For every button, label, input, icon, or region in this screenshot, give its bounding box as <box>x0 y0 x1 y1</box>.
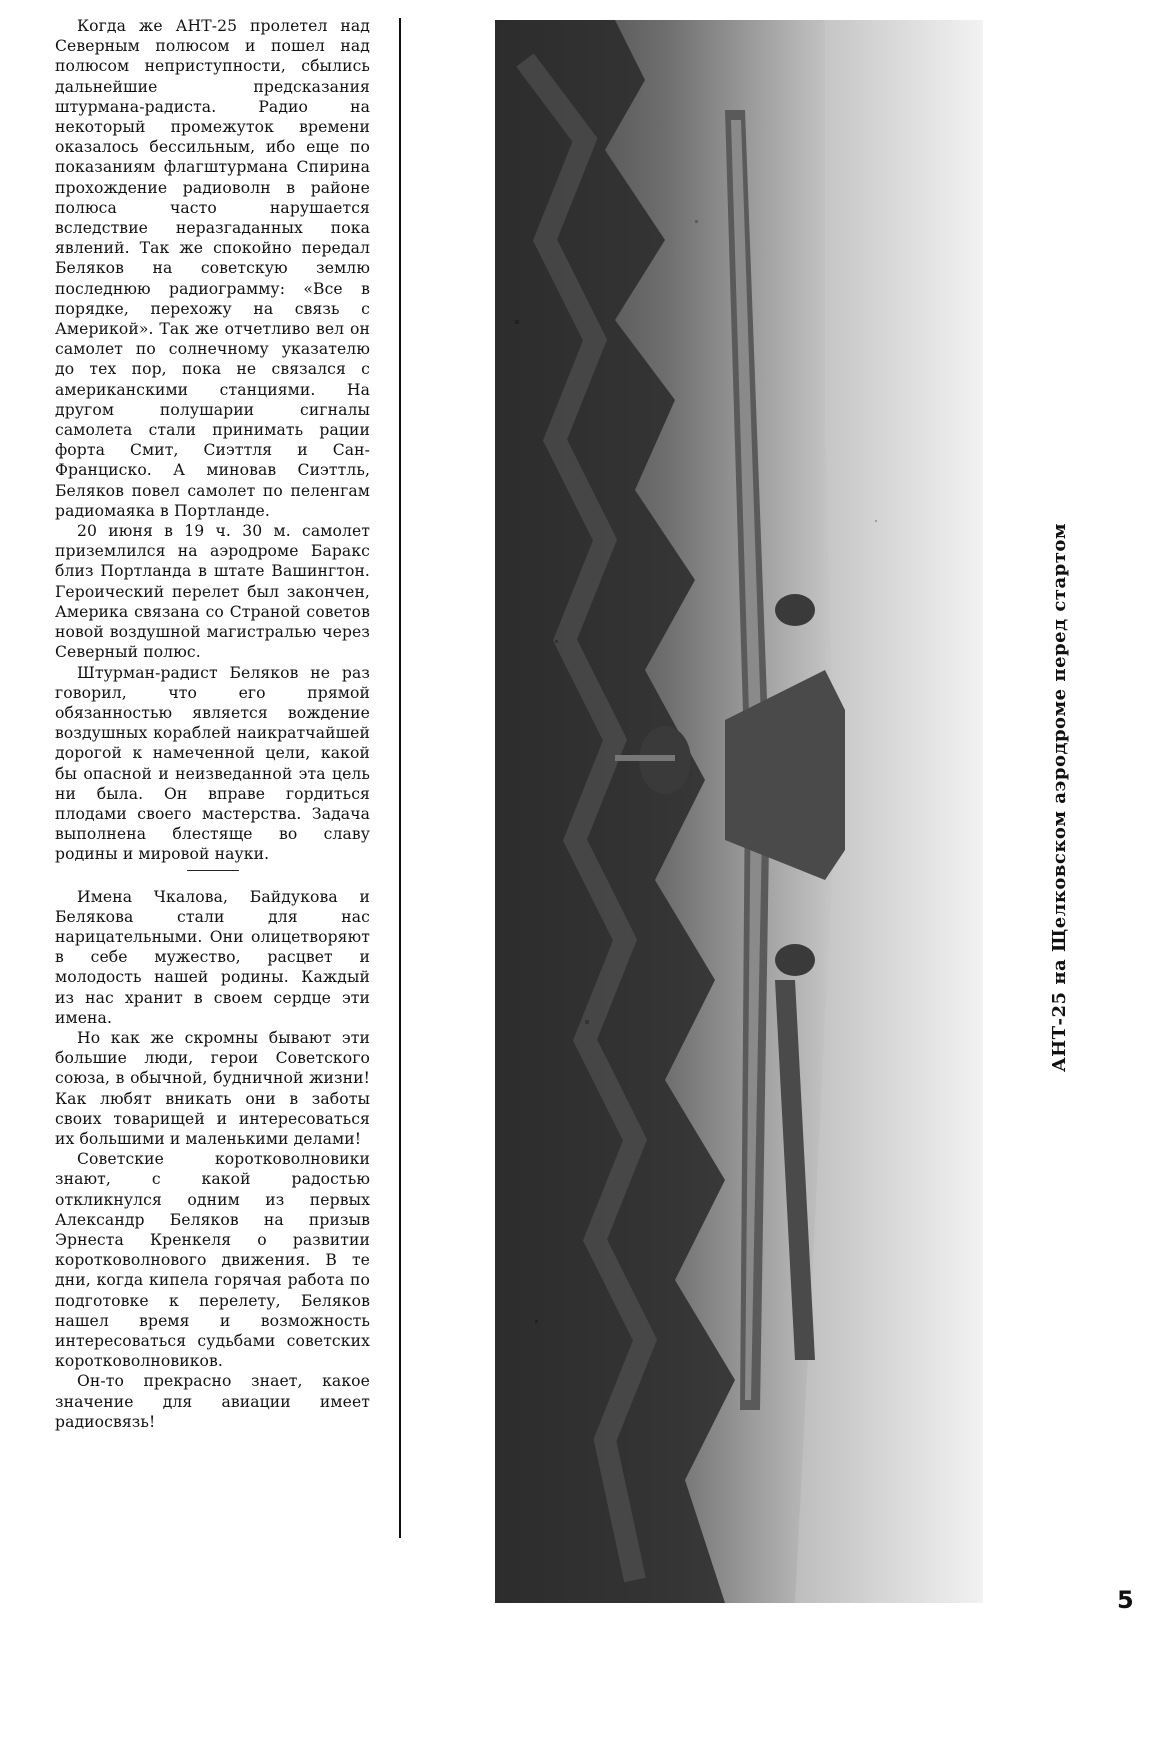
article-text-column <box>55 16 370 1432</box>
article-paragraph: Когда же АНТ-25 пролетел над Северным полюсом и пошел над полюсом неприступности, сбылись дальнейшие предсказания штурмана-радиста. Радио на некоторый промежуток времени оказалось бессильным, ибо еще по показаниям флагштурмана Спирина прохождение радиоволн в районе полюса часто нарушается вследствие неразгаданных пока явлений. Так же спокойно передал Беляков на советскую землю последнюю радиограмму: «Все в порядке, перехожу на связь с Америкой». Так же отчетливо вел он самолет по солнечному указателю до тех пор, пока не связался с американскими станциями. На другом полушарии сигналы самолета стали принимать рации форта Смит, Сиэттля и Сан-Франциско. А миновав Сиэттль, Беляков повел самолет по пеленгам радиомаяка в Портланде. <box>55 17 370 520</box>
article-paragraph: Он-то прекрасно знает, какое значение для авиации имеет радиосвязь! <box>55 1372 370 1431</box>
article-paragraph: Но как же скромны бывают эти большие люди, герои Советского союза, в обычной, будничной жизни! Как любят вникать они в заботы своих товарищей и интересоваться их большими и маленькими делами! <box>55 1028 370 1148</box>
photo-caption: АНТ-25 на Щелковском аэродроме перед стартом <box>1049 523 1070 1072</box>
page-number: 5 <box>1117 1586 1134 1614</box>
landing-gear-right <box>775 944 815 976</box>
article-paragraph: 20 июня в 19 ч. 30 м. самолет приземлился на аэродроме Баракс близ Портланда в штате Вашингтон. Героический перелет был закончен, Америка связана со Страной советов новой воздушной магистралью через Северный полюс. <box>55 522 370 662</box>
article-paragraph: Советские коротковолновики знают, с какой радостью откликнулся одним из первых Александр Беляков на призыв Эрнеста Кренкеля о развитии коротковолнового движения. В те дни, когда кипела горячая работа по подготовке к перелету, Беляков нашел время и возможность интересоваться судьбами советских коротковолновиков. <box>55 1150 370 1371</box>
article-paragraph: Имена Чкалова, Байдукова и Белякова стали для нас нарицательными. Они олицетворяют в себе мужество, расцвет и молодость нашей родины. Каждый из нас хранит в своем сердце эти имена. <box>55 887 370 1027</box>
section-separator <box>187 870 239 871</box>
landing-gear-left <box>775 594 815 626</box>
column-divider <box>399 18 401 1538</box>
aircraft-photo <box>495 20 983 1603</box>
article-paragraph: Штурман-радист Беляков не раз говорил, что его прямой обязанностью является вождение воздушных кораблей наикратчайшей дорогой к намеченной цели, какой бы опасной и неизведанной эта цель ни была. Он вправе гордиться плодами своего мастерства. Задача выполнена блестяще во славу родины и мировой науки. <box>55 663 370 864</box>
